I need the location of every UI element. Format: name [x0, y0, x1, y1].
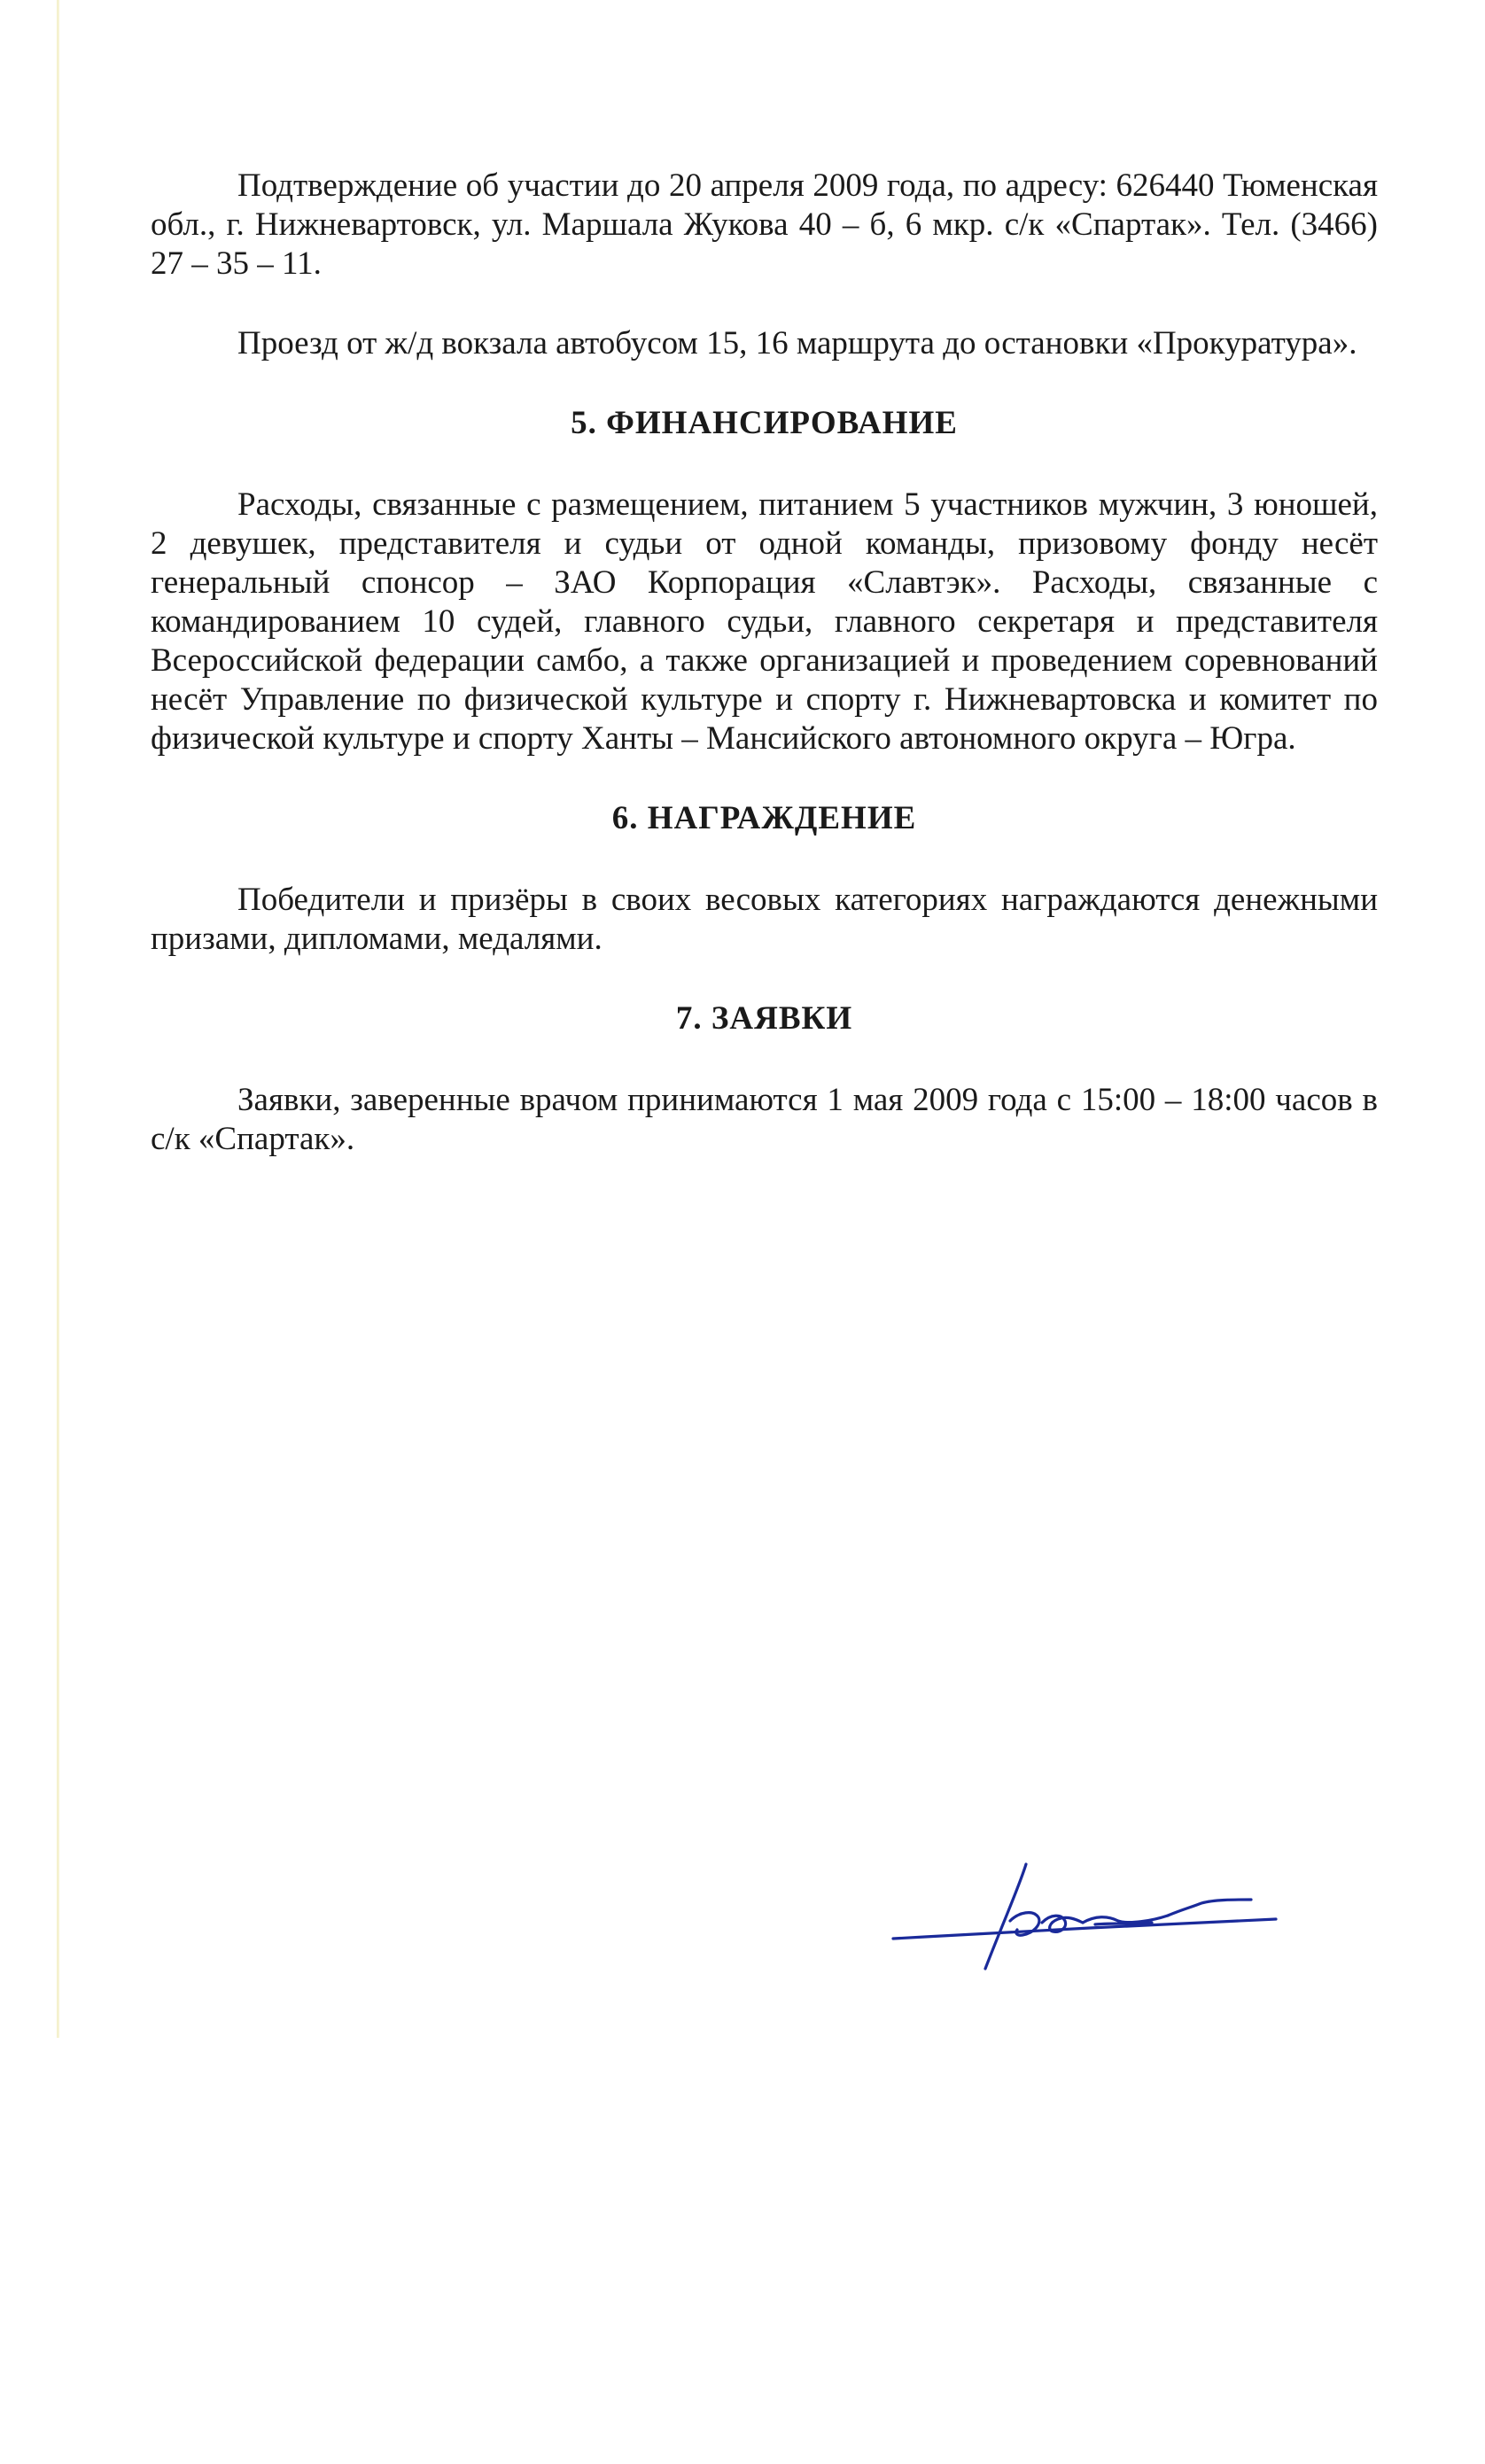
- section-heading-applications: 7. ЗАЯВКИ: [675, 1000, 853, 1037]
- travel-paragraph: Проезд от ж/д вокзала автобусом 15, 16 маршрута до остановки «Прокуратура».: [237, 325, 1357, 361]
- section-heading-financing: 5. ФИНАНСИРОВАНИЕ: [571, 405, 958, 441]
- section-heading-awards: 6. НАГРАЖДЕНИЕ: [611, 800, 917, 836]
- binding-edge-line: [57, 0, 59, 2038]
- document-body: [151, 167, 1378, 1159]
- applications-paragraph: Заявки, заверенные врачом принимаются 1 мая 2009 года с 15:00 – 18:00 часов в с/к «Спартак».: [151, 1082, 1378, 1157]
- awards-paragraph: Победители и призёры в своих весовых категориях награждаются денежными призами, дипломами, медалями.: [151, 882, 1378, 957]
- handwritten-signature: [886, 1861, 1285, 1976]
- financing-paragraph: Расходы, связанные с размещением, питанием 5 участников мужчин, 3 юношей, 2 девушек, представителя и судьи от одной команды, призовому фонду несёт генеральный спонсор – ЗАО Корпорация «Славтэк». Расходы, связанные с командированием 10 судей, главного судьи, главного секретаря и представителя Всероссийской федерации самбо, а также организацией и проведением соревнований несёт Управление по физической культуре и спорту г. Нижневартовска и комитет по физической культуре и спорту Ханты – Мансийского автономного округа – Югра.: [151, 486, 1378, 757]
- confirmation-paragraph: Подтверждение об участии до 20 апреля 2009 года, по адресу: 626440 Тюменская обл., г. Нижневартовск, ул. Маршала Жукова 40 – б, 6 мкр. с/к «Спартак». Тел. (3466) 27 – 35 – 11.: [151, 167, 1378, 282]
